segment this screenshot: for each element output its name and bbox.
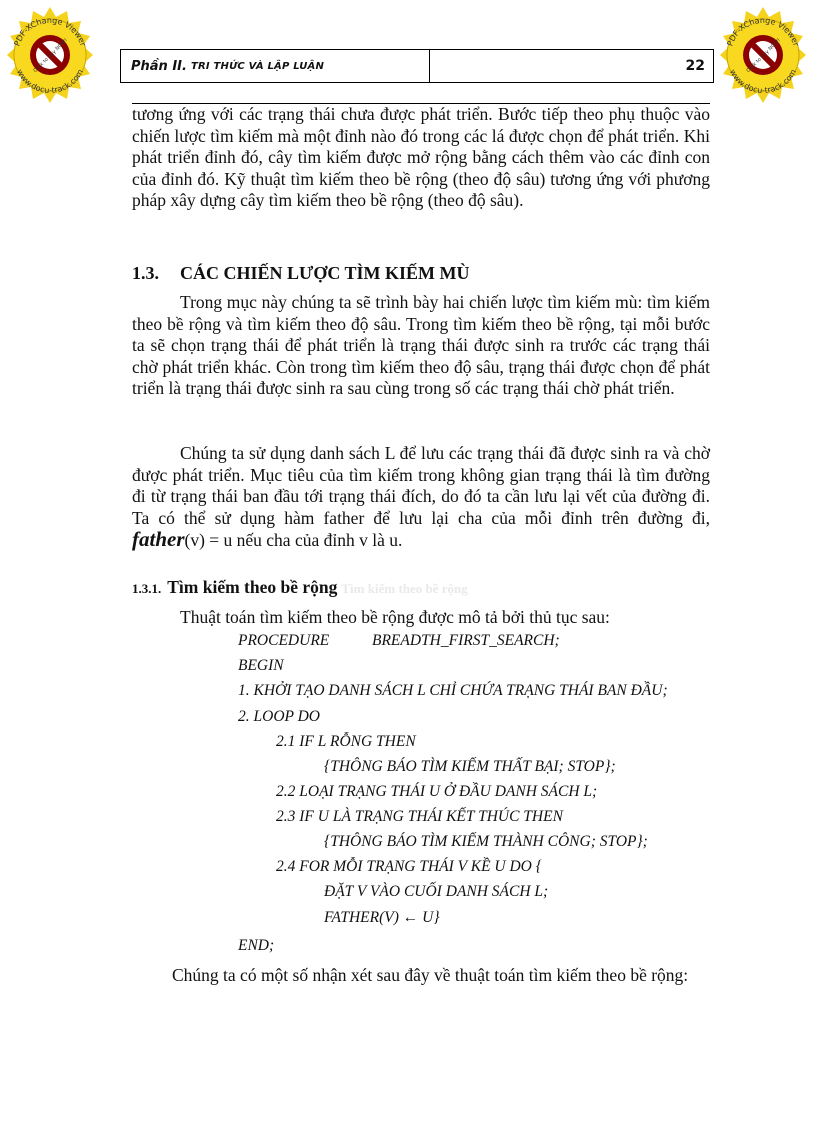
header-part: Phần II.: [131, 58, 187, 74]
header-chapter: [121, 50, 430, 82]
algo-procedure-name: BREADTH_FIRST_SEARCH;: [372, 632, 560, 649]
algo-step-2-4-body-2: FATHER(V) ← U}: [324, 909, 440, 926]
pdf-xchange-badge-right[interactable]: [713, 5, 813, 105]
badge-top-text: PDF-XChange Viewer: [725, 15, 801, 48]
subsection-title: Tìm kiếm theo bề rộng: [167, 577, 338, 597]
intro-paragraph: tương ứng với các trạng thái chưa được phát triển. Bước tiếp theo phụ thuộc vào chiến lược tìm kiếm mà một đỉnh nào đó trong các lá được chọn để phát triển. Khi phát triển đỉnh đó, cây tìm kiếm được mở rộng bằng cách thêm vào các đỉnh con của đỉnh đó. Kỹ thuật tìm kiếm theo bề rộng (theo độ sâu) tương ứng với phương pháp xây dựng cây tìm kiếm theo bề rộng (theo độ sâu).: [132, 104, 710, 210]
badge-inner-text: Click to buy NOW!: [745, 37, 782, 74]
algo-step-1: 1. KHỞI TẠO DANH SÁCH L CHỈ CHỨA TRẠNG THÁI BAN ĐẦU;: [238, 682, 668, 699]
algo-step-2-4-body-1: ĐẶT V VÀO CUỐI DANH SÁCH L;: [324, 883, 549, 900]
algo-step-2-3: 2.3 IF U LÀ TRẠNG THÁI KẾT THÚC THEN: [276, 808, 563, 825]
algo-step-2-4: 2.4 FOR MỖI TRẠNG THÁI V KỀ U DO {: [276, 858, 542, 875]
badge-bottom-text: www.docu-track.com: [14, 67, 86, 96]
running-header: [120, 49, 714, 83]
header-page-number: 22: [685, 58, 705, 74]
header-subject: TRI THỨC VÀ LẬP LUẬN: [190, 60, 325, 72]
subsection-heading: [132, 577, 468, 598]
section-title: CÁC CHIẾN LƯỢC TÌM KIẾM MÙ: [180, 263, 470, 283]
father-function: father: [132, 527, 185, 551]
closing-paragraph: Chúng ta có một số nhận xét sau đây về thuật toán tìm kiếm theo bề rộng:: [172, 965, 689, 985]
badge-bottom-text: www.docu-track.com: [727, 67, 799, 96]
paragraph-1: Trong mục này chúng ta sẽ trình bày hai chiến lược tìm kiếm mù: tìm kiếm theo bề rộng và tìm kiếm theo độ sâu. Trong tìm kiếm theo bề rộng, tại mỗi bước ta sẽ chọn trạng thái để phát triển là trạng thái được sinh ra trước các trạng thái chờ phát triển khác. Còn trong tìm kiếm theo độ sâu, trạng thái được chọn để phát triển là trạng thái được sinh ra sau cùng trong số các trạng thái chờ phát triển.: [132, 292, 710, 398]
badge-inner-text: Click to buy NOW!: [32, 37, 69, 74]
section-heading: [132, 263, 470, 284]
subsection-ghost-text: Tìm kiếm theo bề rộng: [341, 581, 468, 596]
algo-begin: BEGIN: [238, 657, 284, 674]
paragraph-2-tail: (v) = u nếu cha của đỉnh v là u.: [184, 530, 403, 550]
algo-step-2-1: 2.1 IF L RỖNG THEN: [276, 733, 416, 750]
algo-step-2-1-body: {THÔNG BÁO TÌM KIẾM THẤT BẠI; STOP};: [324, 758, 616, 775]
badge-top-text: PDF-XChange Viewer: [12, 15, 88, 48]
algo-end: END;: [238, 937, 275, 954]
paragraph-2: [132, 443, 710, 552]
algo-step-2-3-body: {THÔNG BÁO TÌM KIẾM THÀNH CÔNG; STOP};: [324, 833, 648, 850]
algo-procedure-keyword: PROCEDURE: [238, 632, 330, 649]
algo-step-2-2: 2.2 LOẠI TRẠNG THÁI U Ở ĐẦU DANH SÁCH L;: [276, 783, 598, 800]
paragraph-2-main: Chúng ta sử dụng danh sách L để lưu các trạng thái đã được sinh ra và chờ được phát triển. Mục tiêu của tìm kiếm trong không gian trạng thái là tìm đường đi từ trạng thái ban đầu tới trạng thái đích, do đó ta cần lưu lại vết của đường đi. Ta có thể sử dụng hàm father để lưu lại cha của mỗi đỉnh trên đường đi,: [132, 443, 710, 528]
section-number: 1.3.: [132, 263, 159, 283]
pdf-xchange-badge-left[interactable]: [0, 5, 100, 105]
subsection-number: 1.3.1.: [132, 581, 162, 596]
algorithm-intro: Thuật toán tìm kiếm theo bề rộng được mô tả bởi thủ tục sau:: [180, 607, 610, 627]
algo-step-2: 2. LOOP DO: [238, 708, 320, 725]
